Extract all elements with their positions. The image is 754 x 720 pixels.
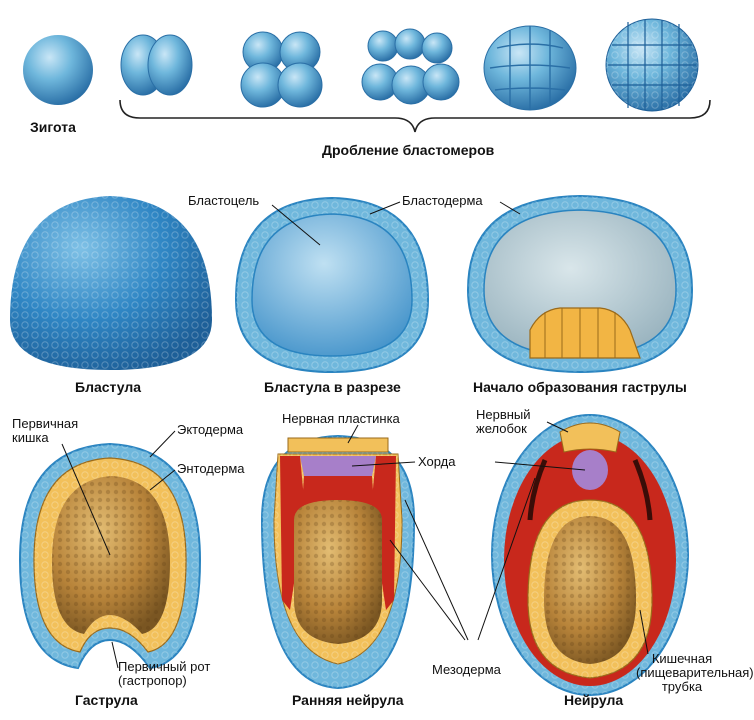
- label-gastrula-start: Начало образования гаструлы: [473, 379, 687, 395]
- label-endoderm: Энтодерма: [177, 461, 245, 476]
- label-neurula: Нейрула: [564, 692, 624, 708]
- blastula-section-illustration: [236, 198, 428, 372]
- cleavage-4cell-illustration: [241, 32, 322, 107]
- blastula-illustration: [10, 196, 212, 370]
- cleavage-8cell-illustration: [362, 29, 459, 104]
- label-mesoderm: Мезодерма: [432, 662, 501, 677]
- gastrula-illustration: [20, 444, 200, 668]
- zygote-illustration: [23, 35, 93, 105]
- label-cleavage: Дробление бластомеров: [322, 142, 495, 158]
- label-early-neurula: Ранняя нейрула: [292, 692, 404, 708]
- label-neural-groove: Нервный желобок: [476, 407, 531, 436]
- label-neural-plate: Нервная пластинка: [282, 411, 400, 426]
- early-neurula-illustration: [262, 436, 414, 688]
- leader-ectoderm: [150, 431, 175, 457]
- cleavage-brace: [120, 100, 710, 132]
- label-blastoderm: Бластодерма: [402, 193, 483, 208]
- label-ectoderm: Эктодерма: [177, 422, 244, 437]
- label-blastula-section: Бластула в разрезе: [264, 379, 401, 395]
- label-primary-gut: Первичная кишка: [12, 416, 79, 445]
- label-blastula: Бластула: [75, 379, 142, 395]
- label-blastocoel: Бластоцель: [188, 193, 260, 208]
- label-zygote: Зигота: [30, 119, 76, 135]
- gastrula-start-illustration: [468, 196, 692, 372]
- cleavage-morula-illustration: [606, 19, 698, 111]
- label-primary-mouth: Первичный рот (гастропор): [118, 659, 211, 688]
- cleavage-2cell-illustration: [121, 35, 192, 95]
- label-intestinal-tube: Кишечная (пищеварительная) трубка: [636, 651, 754, 694]
- label-gastrula: Гаструла: [75, 692, 138, 708]
- leader-mesoderm-2: [405, 500, 468, 640]
- label-chorda: Хорда: [418, 454, 456, 469]
- cleavage-16cell-illustration: [484, 26, 576, 110]
